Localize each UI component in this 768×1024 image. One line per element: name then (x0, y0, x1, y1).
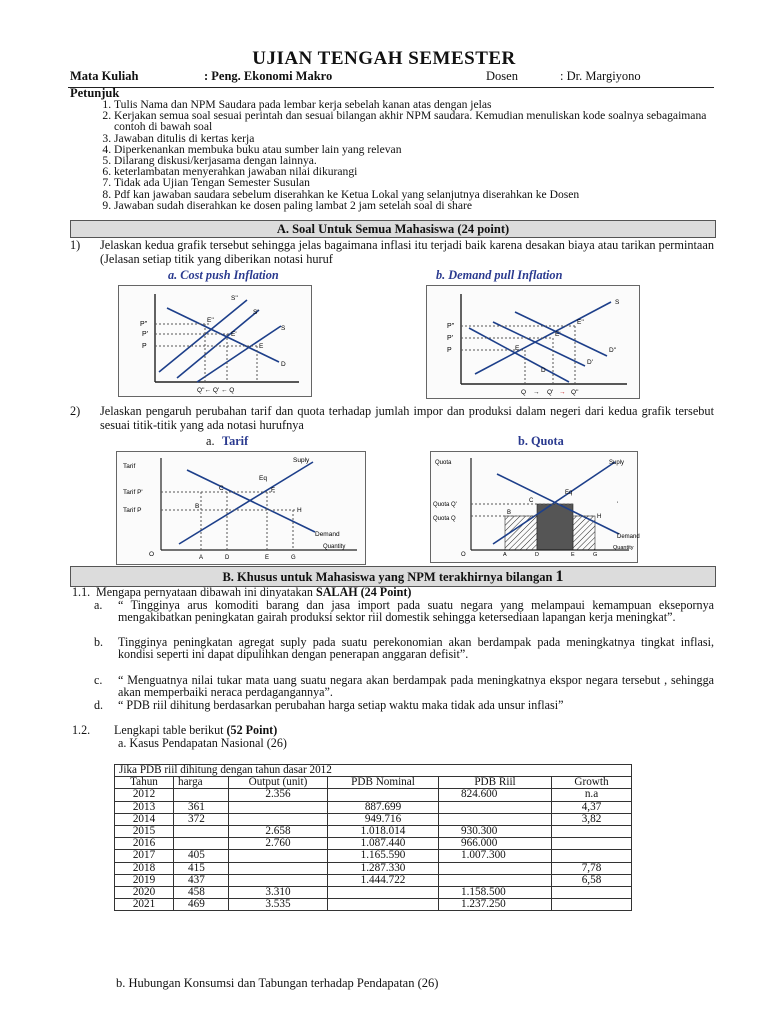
table-header: PDB Nominal (328, 777, 439, 789)
table-cell (229, 874, 328, 886)
section-b-header (70, 566, 716, 587)
table-cell: 3.310 (229, 886, 328, 898)
table-cell: 887.699 (328, 801, 439, 813)
table-cell (552, 825, 632, 837)
question-1-1-text-main: Mengapa pernyataan dibawah ini dinyatakan (96, 585, 313, 599)
table-cell (439, 874, 552, 886)
table-cell: 2015 (115, 825, 174, 837)
instruction-item: 1. Tulis Nama dan NPM Saudara pada lembar kerja sebelah kanan atas dengan jelas (114, 99, 714, 110)
cost-push-graph (118, 285, 312, 397)
demand-pull-d2: D'' (609, 347, 617, 354)
quota-graph-svg (431, 452, 640, 562)
demand-pull-p: P (447, 347, 452, 354)
table-cell: 372 (174, 813, 229, 825)
demand-pull-d1: D' (587, 359, 593, 366)
table-cell (552, 838, 632, 850)
question-1-2-number: 1.2. (72, 723, 91, 737)
tarif-graph (116, 451, 366, 565)
quota-eq: Eq (565, 490, 573, 496)
table-cell (229, 850, 328, 862)
graph-a-label: a. Cost push Inflation (168, 268, 279, 282)
header-divider (68, 87, 714, 88)
table-cell: 405 (174, 850, 229, 862)
quota-yaxis: Quota (435, 460, 452, 466)
table-cell: 469 (174, 899, 229, 911)
cost-push-e1: E' (231, 331, 237, 338)
table-cell: 361 (174, 801, 229, 813)
statement-c-text: “ Menguatnya nilai tukar mata uang suatu negara akan berdampak pada meningkatnya ekspor negara tersebut , sehingga akan memperbaiki neraca perdagangannya”. (118, 673, 714, 700)
cost-push-p: P (142, 343, 147, 350)
table-row (115, 789, 632, 801)
instruction-item: 5. Dilarang diskusi/kerjasama dengan lainnya. (114, 155, 714, 166)
table-cell: 1.287.330 (328, 862, 439, 874)
cost-push-d: D (281, 361, 286, 368)
tarif-quantity: Quantity (323, 544, 346, 550)
cost-push-e: E (259, 343, 264, 350)
quota-quantity: Quantity (613, 545, 634, 551)
tarif-supply: Suply (293, 457, 310, 464)
quota-q1: Quota Q' (433, 502, 457, 508)
table-cell: 2018 (115, 862, 174, 874)
quota-q: Quota Q (433, 516, 456, 522)
graph-quota-label: b. Quota (518, 434, 564, 448)
table-header: Growth (552, 777, 632, 789)
exam-title: UJIAN TENGAH SEMESTER (252, 48, 516, 69)
table-header: Output (unit) (229, 777, 328, 789)
demand-pull-e: E (515, 345, 520, 352)
quota-graph (430, 451, 638, 563)
instruction-item: 9. Jawaban sudah diserahkan ke dosen paling lambat 2 jam setelah soal di share (114, 200, 714, 211)
table-a-title: a. Kasus Pendapatan Nasional (26) (118, 736, 287, 750)
table-cell (174, 838, 229, 850)
tarif-f: F (271, 487, 275, 494)
cost-push-p1: P' (142, 331, 149, 338)
table-row (115, 899, 632, 911)
graph-tarif-prefix: a. (206, 434, 215, 448)
table-cell: 2.760 (229, 838, 328, 850)
table-row (115, 825, 632, 837)
lecturer-label: Dosen (486, 69, 518, 83)
quota-c: C (529, 498, 534, 504)
table-cell (552, 850, 632, 862)
tarif-b: B (195, 503, 200, 510)
table-cell (439, 862, 552, 874)
demand-pull-arrow1: → (533, 389, 540, 396)
tarif-graph-svg (117, 452, 365, 564)
instruction-item: 4. Diperkenankan membuka buku atau sumber lain yang relevan (114, 144, 714, 155)
tarif-h: H (297, 507, 302, 514)
demand-pull-q: Q (521, 389, 527, 396)
tarif-c: C (219, 485, 224, 492)
table-cell (328, 789, 439, 801)
table-cell: 1.165.590 (328, 850, 439, 862)
table-cell: 3.535 (229, 899, 328, 911)
instructions-title: Petunjuk (70, 86, 120, 100)
question-1-1-text (96, 586, 411, 598)
quota-tick-a: A (503, 552, 507, 558)
table-row (115, 862, 632, 874)
question-1-2-text-main: Lengkapi table berikut (114, 723, 224, 737)
table-cell: 3,82 (552, 813, 632, 825)
table-cell (552, 886, 632, 898)
table-cell: 2020 (115, 886, 174, 898)
table-row (115, 838, 632, 850)
section-b-title: B. Khusus untuk Mahasiswa yang NPM terakhirnya bilangan (222, 570, 553, 584)
statement-a-label: a. (94, 598, 103, 612)
table-row (115, 801, 632, 813)
table-cell: 2016 (115, 838, 174, 850)
section-b-number: 1 (555, 568, 564, 585)
table-header: harga (174, 777, 229, 789)
demand-pull-graph (426, 285, 640, 399)
demand-pull-s: S (615, 299, 620, 306)
table-cell: 6,58 (552, 874, 632, 886)
tarif-p1: Tarif P' (123, 489, 143, 496)
question-1-1-points: SALAH (24 Point) (315, 585, 412, 599)
table-cell: 1.237.250 (439, 899, 552, 911)
tarif-tick-d: D (225, 555, 230, 561)
table-row (115, 813, 632, 825)
statement-d-text: “ PDB riil dihitung berdasarkan perubahan harga setiap waktu maka tidak ada unsur inflasi” (118, 698, 564, 712)
quota-mark: ' (617, 502, 619, 508)
table-cell: 1.087.440 (328, 838, 439, 850)
table-header: PDB Riil (439, 777, 552, 789)
tarif-eq: Eq (259, 475, 267, 482)
quota-demand: Demand (617, 534, 640, 540)
table-cell (552, 899, 632, 911)
demand-pull-q2: Q'' (571, 389, 579, 396)
instruction-item: 6. keterlambatan menyerahkan jawaban nilai dikurangi (114, 166, 714, 177)
table-cell: 415 (174, 862, 229, 874)
table-cell (328, 886, 439, 898)
statement-b-label: b. (94, 635, 104, 649)
table-cell: 2013 (115, 801, 174, 813)
table-cell: 4,37 (552, 801, 632, 813)
table-cell (174, 825, 229, 837)
table-cell (328, 899, 439, 911)
table-cell: 2019 (115, 874, 174, 886)
instructions-list (70, 99, 714, 211)
tarif-tick-e: E (265, 555, 270, 561)
course-label: Mata Kuliah (70, 69, 139, 83)
question-1-number: 1) (70, 238, 81, 252)
quota-tick-d: D (535, 552, 539, 558)
instruction-item: 2. Kerjakan semua soal sesuai perintah dan sesuai bilangan akhir NPM saudara. Kemudian menuliskan kode soalnya sebagaimana contoh di bawah soal (114, 110, 714, 132)
table-cell: 1.158.500 (439, 886, 552, 898)
table-row (115, 850, 632, 862)
demand-pull-arrow2: → (559, 389, 566, 396)
table-cell: 458 (174, 886, 229, 898)
cost-push-s1: S' (253, 309, 259, 316)
section-a-header: A. Soal Untuk Semua Mahasiswa (24 point) (70, 220, 716, 238)
question-1-text: Jelaskan kedua grafik tersebut sehingga jelas bagaimana inflasi itu terjadi baik karena desakan biaya atau tarikan permintaan (Jelasan setiap titik yang diberikan notasi huruf (100, 238, 714, 266)
table-cell (439, 801, 552, 813)
quota-tick-g: G (593, 552, 598, 558)
table-cell (229, 813, 328, 825)
question-1-1-number: 1.1. (72, 585, 91, 599)
statement-b-text: Tingginya peningkatan agregat suply pada suatu perekonomian akan berdampak pada meningkatnya tingkat inflasi, kondisi seperti ini dapat dipulihkan dengan penerapan anggaran defisit”. (118, 635, 714, 662)
question-1-2-text (114, 724, 277, 736)
cost-push-xaxis: Q''← Q' ← Q (197, 387, 235, 394)
cost-push-s: S (281, 325, 286, 332)
table-cell: 2.356 (229, 789, 328, 801)
course-value: : Peng. Ekonomi Makro (204, 69, 333, 83)
table-row (115, 886, 632, 898)
table-cell (229, 801, 328, 813)
table-cell: 966.000 (439, 838, 552, 850)
graph-b-label: b. Demand pull Inflation (436, 268, 563, 282)
table-row (115, 874, 632, 886)
quota-tick-e: E (571, 552, 575, 558)
quota-supply: Suply (609, 460, 625, 466)
tarif-origin: O (149, 551, 155, 558)
table-cell (229, 862, 328, 874)
statement-a-text: “ Tingginya arus komoditi barang dan jasa import pada suatu negara yang melampaui kemampuan eksepornya mengakibatkan peningkatan gairah produksi sektor riil domestik sehingga ketersediaan lapangan kerja meningkat”. (118, 598, 714, 625)
table-cell: 824.600 (439, 789, 552, 801)
table-cell: 437 (174, 874, 229, 886)
demand-pull-d: D (541, 367, 546, 374)
demand-pull-e2: E'' (577, 319, 584, 326)
table-cell (439, 813, 552, 825)
table-header-row (115, 777, 632, 789)
cost-push-graph-svg (119, 286, 311, 396)
lecturer-value: : Dr. Margiyono (560, 69, 641, 83)
quota-origin: O (461, 552, 466, 558)
question-1-2-points: (52 Point) (226, 723, 278, 737)
tarif-tick-a: A (199, 555, 204, 561)
table-cell: n.a (552, 789, 632, 801)
instruction-item: 7. Tidak ada Ujian Tengan Semester Susulan (114, 177, 714, 188)
table-cell (174, 789, 229, 801)
tarif-yaxis: Tarif (123, 463, 136, 470)
demand-pull-graph-svg (427, 286, 639, 398)
tarif-demand: Demand (315, 531, 340, 538)
demand-pull-e1: E' (555, 331, 561, 338)
cost-push-e2: E'' (207, 317, 214, 324)
question-2-text: Jelaskan pengaruh perubahan tarif dan quota terhadap jumlah impor dan produksi dalam negeri dari kedua grafik tersebut sesuai titik-titik yang ada notasi hurufnya (100, 404, 714, 432)
graph-tarif-label: Tarif (222, 434, 249, 448)
table-cell: 1.444.722 (328, 874, 439, 886)
table-cell: 1.018.014 (328, 825, 439, 837)
instruction-item: 3. Jawaban ditulis di kertas kerja (114, 133, 714, 144)
demand-pull-p1: P' (447, 335, 454, 342)
table-cell: 2021 (115, 899, 174, 911)
instruction-item: 8. Pdf kan jawaban saudara sebelum diserahkan ke Ketua Lokal yang selanjutnya diserahkan ke Dosen (114, 189, 714, 200)
table-cell: 2014 (115, 813, 174, 825)
cost-push-p2: P'' (140, 321, 148, 328)
cost-push-s2: S'' (231, 295, 238, 302)
demand-pull-q1: Q' (547, 389, 554, 396)
statement-d-label: d. (94, 698, 104, 712)
statement-c-label: c. (94, 673, 103, 687)
demand-pull-p2: P'' (447, 323, 455, 330)
table-header: Tahun (115, 777, 174, 789)
table-cell: 1.007.300 (439, 850, 552, 862)
question-2-number: 2) (70, 404, 81, 418)
tarif-tick-g: G (291, 555, 296, 561)
table-cell: 949.716 (328, 813, 439, 825)
table-caption: Jika PDB riil dihitung dengan tahun dasar 2012 (115, 765, 632, 777)
quota-b: B (507, 510, 512, 516)
table-cell: 2017 (115, 850, 174, 862)
table-cell: 2.658 (229, 825, 328, 837)
table-cell: 930.300 (439, 825, 552, 837)
table-cell: 7,78 (552, 862, 632, 874)
table-cell: 2012 (115, 789, 174, 801)
national-income-table (114, 764, 632, 911)
table-b-title: b. Hubungan Konsumsi dan Tabungan terhadap Pendapatan (26) (116, 976, 439, 990)
tarif-p: Tarif P (123, 507, 142, 514)
quota-h: H (597, 514, 602, 520)
